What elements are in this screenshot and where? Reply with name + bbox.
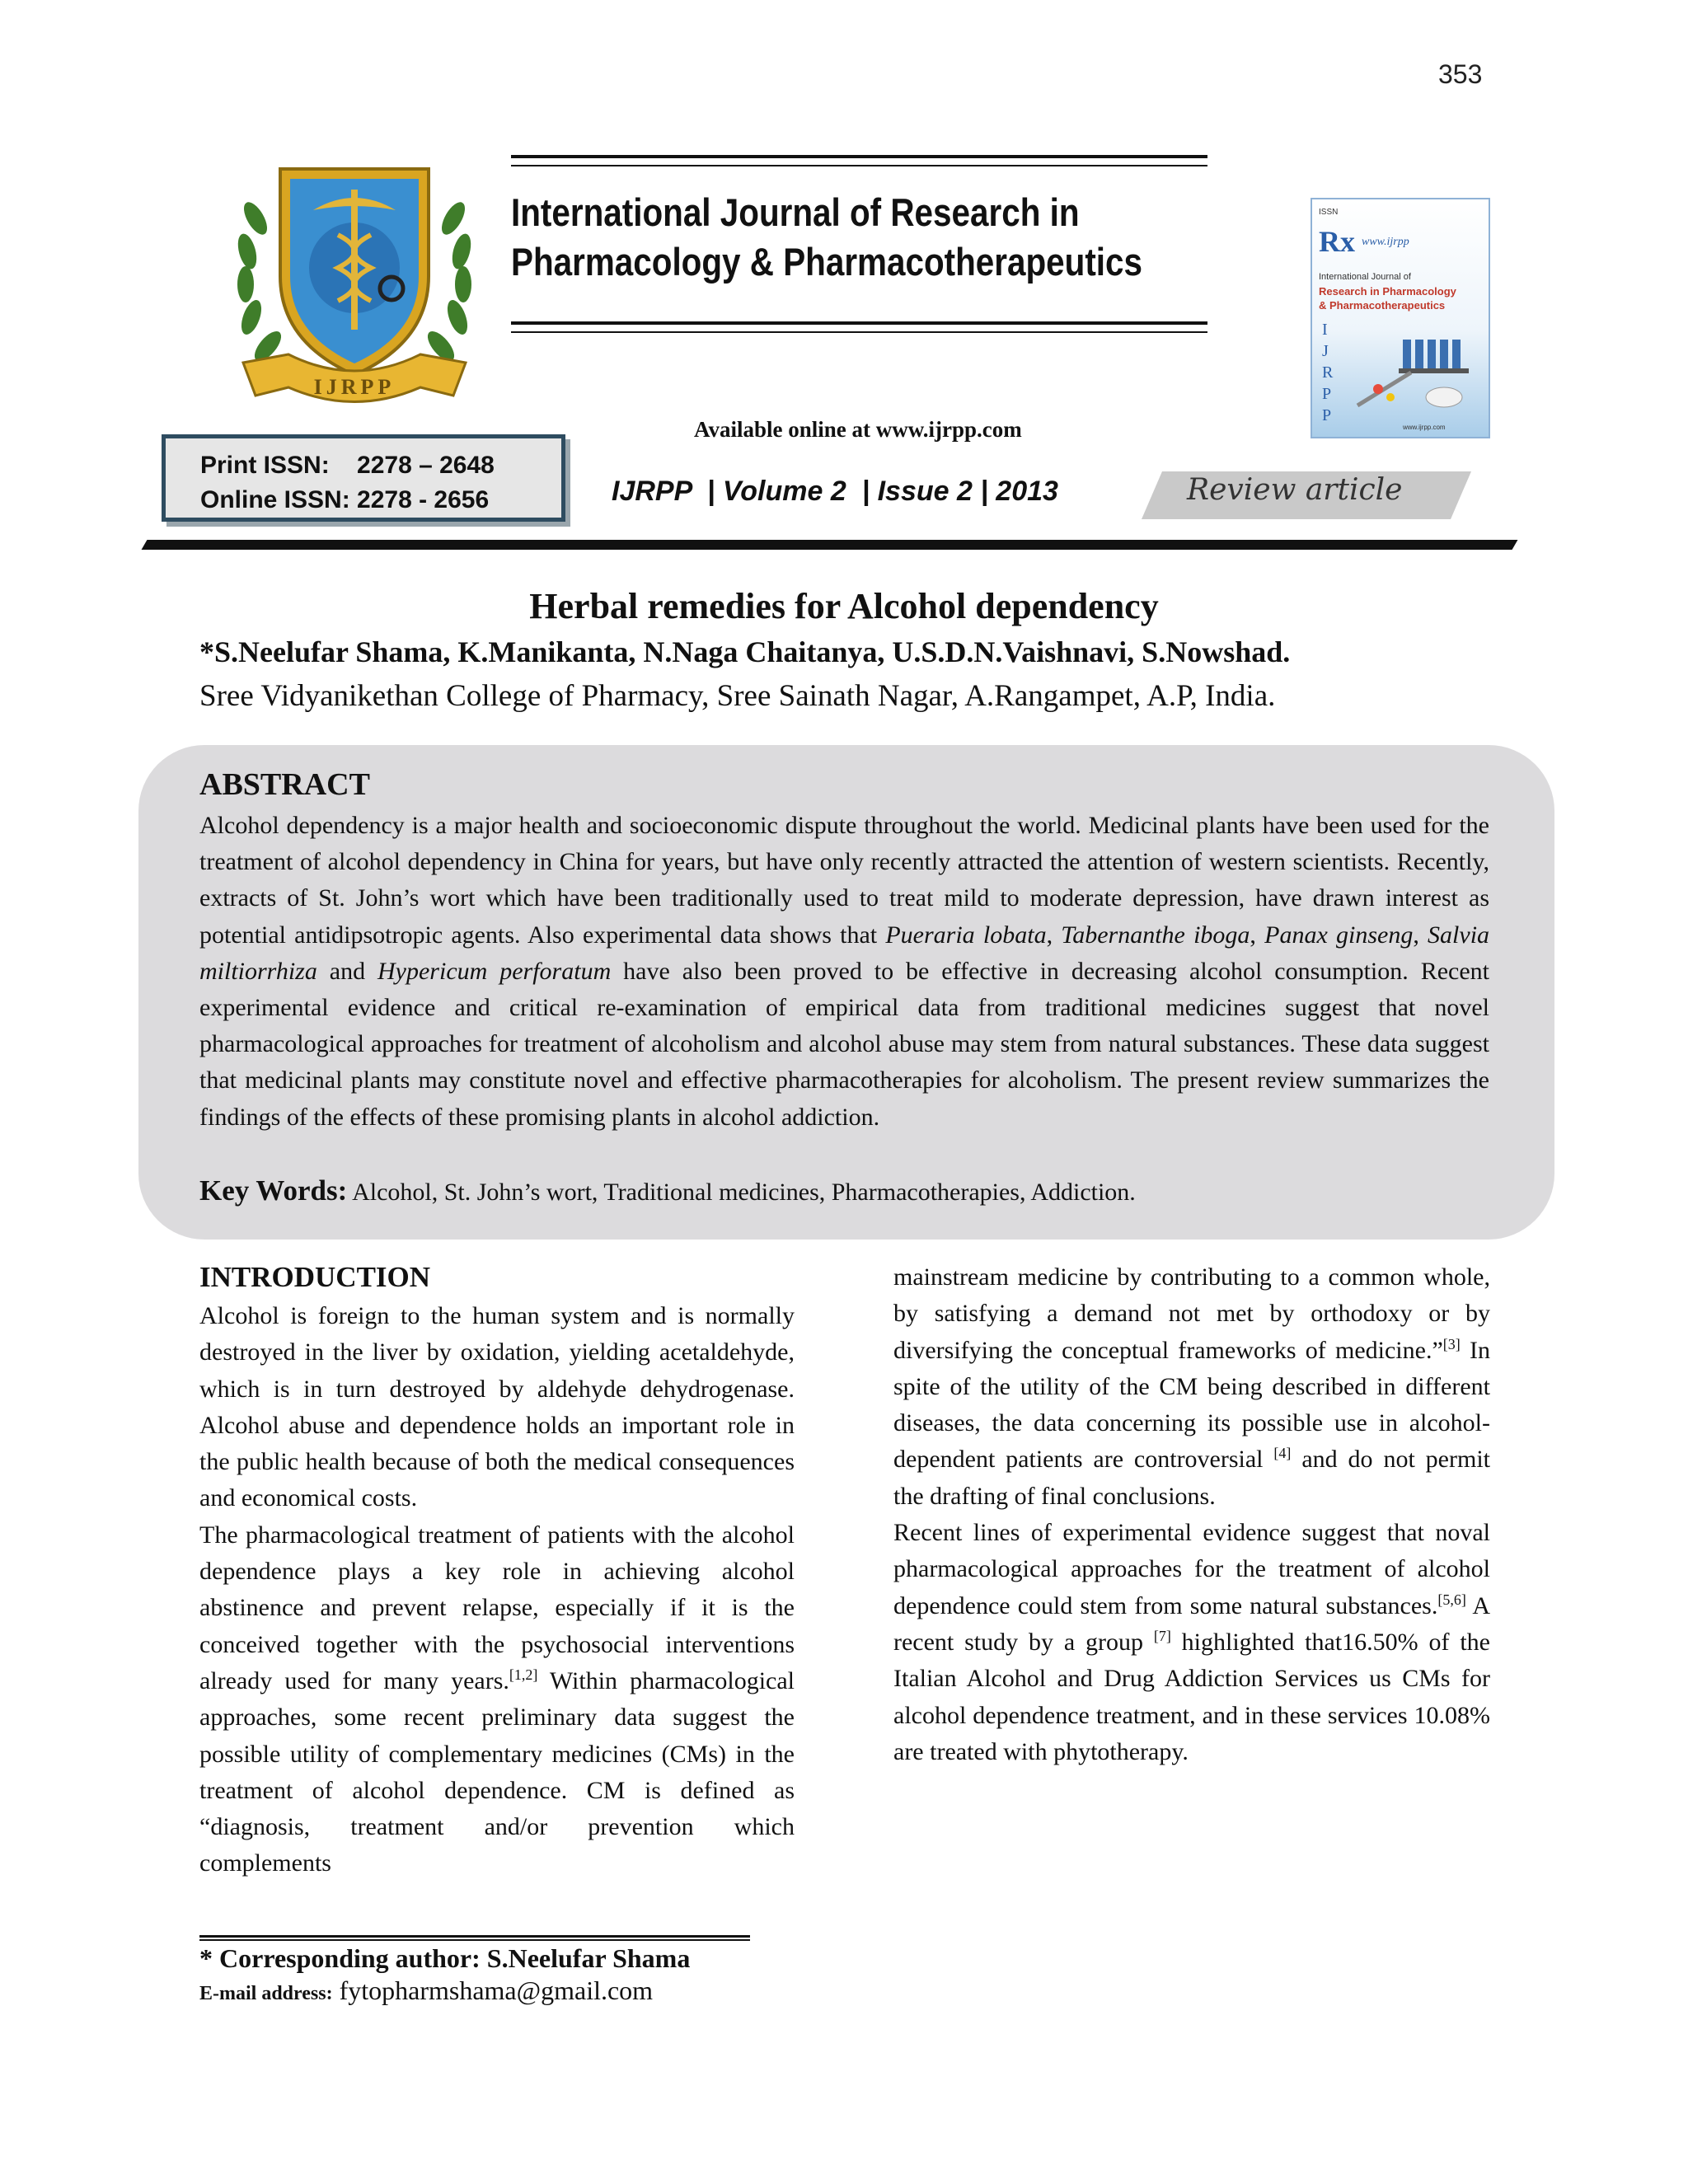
- logo-text: IJRPP: [313, 375, 396, 399]
- citation: [5,6]: [1437, 1591, 1466, 1608]
- issn-online: Online ISSN: 2278 - 2656: [200, 486, 490, 513]
- keywords-list: Alcohol, St. John’s wort, Traditional medicines, Pharmacotherapies, Addiction.: [347, 1179, 1136, 1206]
- journal-title-line1: International Journal of Research in: [511, 190, 1080, 234]
- plant-name: Tabernanthe iboga: [1061, 921, 1250, 949]
- paragraph: The pharmacological treatment of patients with the alcohol dependence plays a key role in achieving alcohol abstinence and prevent relapse, especially if it is the conceived together with the psychosocial interventions already used for many years.[1,2] Within pharmacological approaches, some recent preliminary data suggest the possible utility of complementary medicines (CMs) in the treatment of alcohol dependence. CM is defined as “diagnosis, treatment and/or prevention which complements: [199, 1521, 795, 1877]
- cover-footer: www.ijrpp.com: [1403, 424, 1446, 431]
- cover-title-small: International Journal of: [1319, 272, 1411, 282]
- issue-line: IJRPP | Volume 2 | Issue 2 | 2013: [612, 476, 1058, 507]
- plant-name: Salvia miltiorrhiza: [199, 921, 1490, 985]
- body-column-right: [893, 1259, 1490, 1770]
- citation: [1,2]: [509, 1666, 538, 1683]
- header-rule-bottom: [511, 321, 1207, 333]
- page-number: 353: [1438, 59, 1483, 89]
- paragraph: Alcohol is foreign to the human system and is normally destroyed in the liver by oxidation, yielding acetaldehyde, which is in turn destroyed by aldehyde dehydrogenase. Alcohol abuse and dependence holds an important role in the public health because of both the medical consequences and economical costs.: [199, 1302, 795, 1512]
- email-address: fytopharmshama@gmail.com: [332, 1975, 654, 2005]
- cover-issn: ISSN: [1319, 208, 1339, 217]
- plant-name: Hypericum perforatum: [377, 957, 612, 985]
- cover-rx: Rx: [1319, 225, 1355, 258]
- paragraph: Recent lines of experimental evidence suggest that noval pharmacological approaches for the treatment of alcohol dependence could stem from some natural substances.[5,6] A recent study by a group [7] highlighted that16.50% of the Italian Alcohol and Drug Addiction Services us CMs for alcohol dependence treatment, and in these services 10.08% are treated with phytotherapy.: [893, 1519, 1491, 1765]
- cover-title-red: Research in Pharmacology & Pharmacotherapeutics: [1319, 285, 1456, 312]
- citation: [7]: [1153, 1627, 1171, 1644]
- journal-title-line2: Pharmacology & Pharmacotherapeutics: [511, 240, 1142, 284]
- issn-print: Print ISSN: 2278 – 2648: [200, 452, 495, 479]
- plant-name: Pueraria lobata: [885, 921, 1047, 949]
- article-type-label: Review article: [1187, 473, 1403, 507]
- keywords: [199, 1174, 1136, 1207]
- footnote-rule: [199, 1935, 750, 1941]
- citation: [3]: [1442, 1335, 1461, 1352]
- cover-url: www.ijrpp: [1362, 236, 1409, 248]
- journal-logo: [223, 152, 486, 416]
- abstract-body: Alcohol dependency is a major health and socioeconomic dispute throughout the world. Medicinal plants have been used for the treatment of alcohol dependency in China for years, but have only recently attracted the attention of western scientists. Recently, extracts of St. John’s wort which have been traditionally used to treat mild to moderate depression, have drawn interest as potential antidipsotropic agents. Also experimental data shows that Pueraria lobata, Tabernanthe iboga, Panax ginseng, Salvia miltiorrhiza and Hypericum perforatum have also been proved to be effective in decreasing alcohol consumption. Recent experimental evidence and critical re-examination of empirical data from traditional medicines suggest that novel pharmacological approaches for treatment of alcoholism and alcohol abuse may stem from natural substances. These data suggest that medicinal plants may constitute novel and effective pharmacotherapies for alcoholism. The present review summarizes the findings of the effects of these promising plants in alcohol addiction.: [199, 812, 1490, 1131]
- paper-title: Herbal remedies for Alcohol dependency: [529, 586, 1159, 626]
- email-line: [199, 1975, 653, 2006]
- abstract-heading: ABSTRACT: [199, 767, 370, 802]
- cover-illustration: [1353, 323, 1477, 414]
- citation: [4]: [1273, 1445, 1292, 1462]
- journal-cover-thumbnail: [1311, 198, 1490, 438]
- cover-letters: I J R P P: [1322, 321, 1334, 424]
- available-online: Available online at www.ijrpp.com: [694, 417, 1022, 442]
- body-column-left: [199, 1298, 795, 1882]
- email-label: E-mail address:: [199, 1983, 333, 2004]
- header-divider: [142, 540, 1518, 550]
- authors: *S.Neelufar Shama, K.Manikanta, N.Naga Chaitanya, U.S.D.N.Vaishnavi, S.Nowshad.: [199, 635, 1291, 668]
- plant-name: Panax ginseng: [1264, 921, 1414, 949]
- issn-box: [162, 434, 565, 522]
- introduction-heading: INTRODUCTION: [199, 1261, 431, 1293]
- header-rule-top: [511, 155, 1207, 166]
- keywords-label: Key Words:: [199, 1174, 348, 1207]
- corresponding-author: * Corresponding author: S.Neelufar Shama: [199, 1943, 691, 1973]
- paragraph: mainstream medicine by contributing to a common whole, by satisfying a demand not met by orthodoxy or by diversifying the conceptual frameworks of medicine.”[3] In spite of the utility of the CM being described in different diseases, the data concerning its possible use in alcohol-dependent patients are controversial [4] and do not permit the drafting of final conclusions.: [893, 1263, 1490, 1510]
- affiliation: Sree Vidyanikethan College of Pharmacy, Sree Sainath Nagar, A.Rangampet, A.P, India.: [199, 679, 1276, 713]
